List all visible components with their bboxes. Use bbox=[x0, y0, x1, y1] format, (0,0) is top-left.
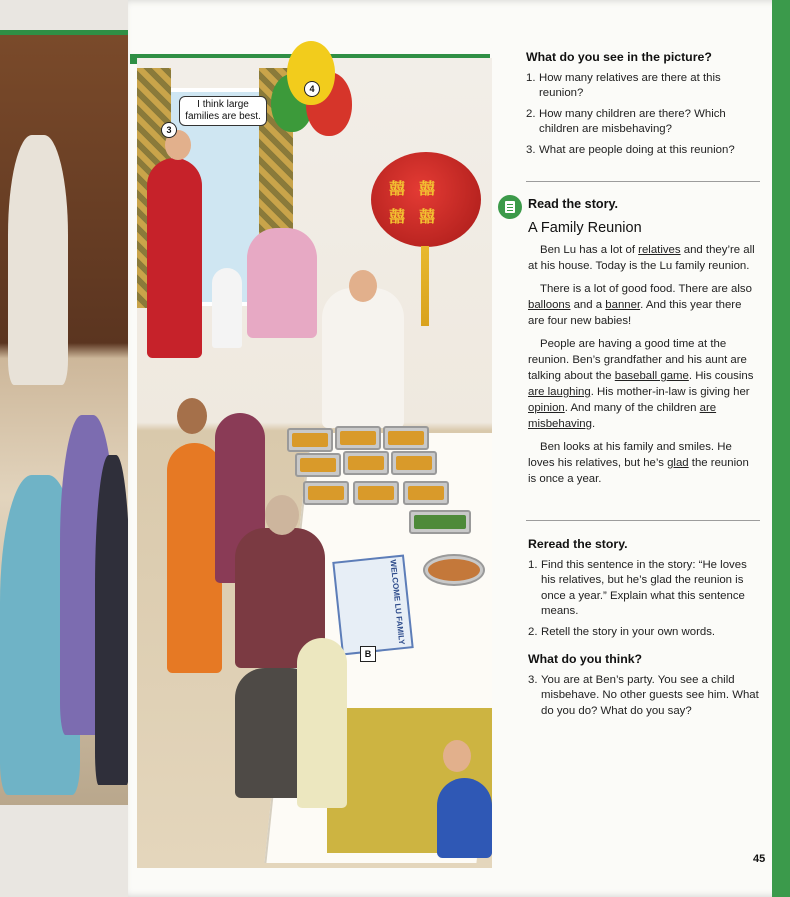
picture-questions-title: What do you see in the picture? bbox=[526, 50, 712, 64]
vocab-word: relatives bbox=[638, 244, 681, 256]
story-paragraph: There is a lot of good food. There are also balloons and a banner. And this year there are four new babies! bbox=[528, 283, 752, 327]
red-lantern bbox=[371, 152, 481, 247]
reading-icon bbox=[498, 195, 522, 219]
food-tray bbox=[383, 426, 429, 450]
callout-3: 3 bbox=[161, 122, 177, 138]
vocab-word: baseball game bbox=[614, 370, 689, 382]
food-tray bbox=[343, 451, 389, 475]
reread-title: Reread the story. bbox=[528, 537, 628, 551]
section-divider bbox=[526, 520, 760, 521]
question-item: 1. Find this sentence in the story: “He loves his relatives, but he’s glad the reunion is once a year.” Explain what this sentence means. bbox=[528, 558, 747, 617]
read-story-heading: Read the story. bbox=[528, 197, 619, 211]
noodle-bowl bbox=[423, 554, 485, 586]
woman-in-pink bbox=[247, 228, 317, 338]
lantern-tassel bbox=[421, 246, 429, 326]
story-paragraph: Ben looks at his family and smiles. He loves his relatives, but he’s glad the reunion is once a year. bbox=[528, 441, 749, 485]
lantern-character: 囍 bbox=[389, 179, 406, 198]
left-page-illustration bbox=[0, 35, 130, 805]
vocab-word: opinion bbox=[528, 402, 565, 414]
think-list bbox=[528, 673, 762, 720]
story-title: A Family Reunion bbox=[528, 220, 642, 236]
lantern-character: 囍 bbox=[419, 207, 436, 226]
reread-list bbox=[528, 558, 762, 641]
question-item: 3. What are people doing at this reunion? bbox=[526, 143, 735, 156]
woman-with-plate bbox=[322, 288, 404, 428]
story-text bbox=[528, 242, 760, 494]
section-divider bbox=[526, 181, 760, 182]
grandmother-in-red-jacket bbox=[147, 158, 202, 358]
food-tray bbox=[287, 428, 333, 452]
page-number: 45 bbox=[753, 853, 766, 865]
man-figure bbox=[95, 455, 130, 785]
vocab-word: balloons bbox=[528, 299, 571, 311]
lantern-character: 囍 bbox=[389, 207, 406, 226]
callout-4: 4 bbox=[304, 81, 320, 97]
food-tray bbox=[391, 451, 437, 475]
boy-head bbox=[443, 740, 471, 772]
welcome-banner: WELCOME LU FAMILY bbox=[332, 554, 413, 655]
salad-tray bbox=[409, 510, 471, 534]
food-tray bbox=[353, 481, 399, 505]
story-paragraph: People are having a good time at the reunion. Ben’s grandfather and his aunt are talking about the baseball game. His cousins are laughing. His mother-in-law is giving her opinion. And many of the children are misbehaving. bbox=[528, 338, 754, 430]
boy-eating-under-table bbox=[437, 778, 492, 858]
food-tray bbox=[403, 481, 449, 505]
picture-questions-section bbox=[526, 50, 766, 163]
vocab-word: are laughing bbox=[528, 386, 591, 398]
food-tray bbox=[303, 481, 349, 505]
think-title: What do you think? bbox=[528, 652, 643, 666]
lantern-character: 囍 bbox=[419, 179, 436, 198]
grandmother-gray-head bbox=[265, 495, 299, 535]
cousin-in-orange bbox=[167, 443, 222, 673]
vocab-word: banner bbox=[605, 299, 641, 311]
cousin-head bbox=[177, 398, 207, 434]
mother-with-baby-figure bbox=[8, 135, 68, 385]
woman-with-plate-head bbox=[349, 270, 377, 302]
vocab-word: glad bbox=[667, 457, 689, 469]
toddler-boy bbox=[212, 268, 242, 348]
story-paragraph: Ben Lu has a lot of relatives and they’re all at his house. Today is the Lu family reunion. bbox=[528, 244, 755, 272]
food-tray bbox=[335, 426, 381, 450]
reread-section bbox=[528, 537, 762, 724]
question-item: 2. How many children are there? Which children are misbehaving? bbox=[526, 107, 726, 135]
food-tray bbox=[295, 453, 341, 477]
girl-reaching-plates bbox=[297, 638, 347, 808]
right-green-edge-bar bbox=[772, 0, 790, 897]
picture-questions-list bbox=[526, 71, 766, 159]
speech-bubble: I think large families are best. bbox=[179, 96, 267, 126]
question-item: 2. Retell the story in your own words. bbox=[528, 625, 716, 638]
question-item: 1. How many relatives are there at this reunion? bbox=[526, 71, 721, 99]
callout-b: B bbox=[360, 646, 376, 662]
question-item: 3. You are at Ben’s party. You see a child misbehave. No other guests see him. What do you do? What do you say? bbox=[528, 673, 759, 717]
left-facing-page bbox=[0, 0, 135, 897]
vocab-word: are misbehaving bbox=[528, 402, 717, 430]
